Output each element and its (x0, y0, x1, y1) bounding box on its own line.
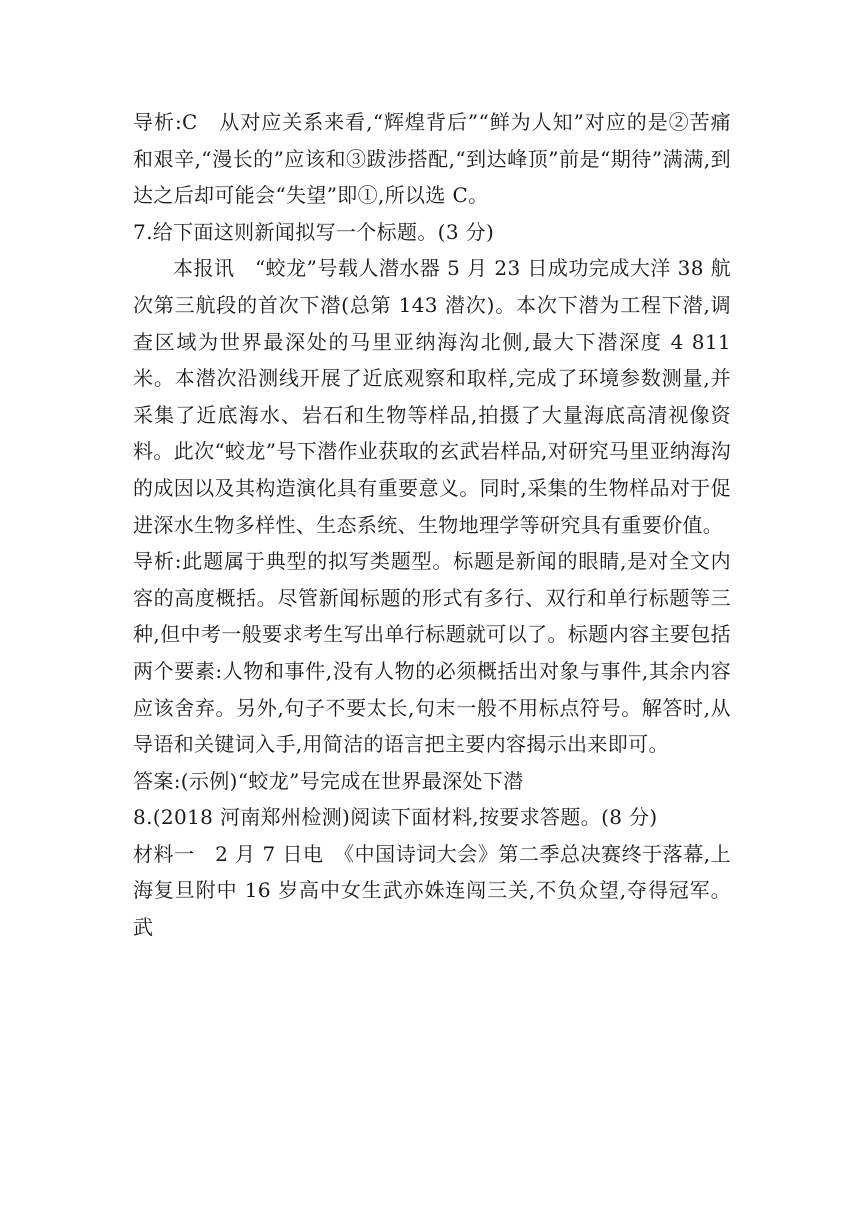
answer-q7: 答案:(示例)“蛟龙”号完成在世界最深处下潜 (133, 768, 524, 793)
question-7: 7.给下面这则新闻拟写一个标题。(3 分) (133, 219, 495, 244)
analysis-q6: 导析:C 从对应关系来看,“辉煌背后”“鲜为人知”对应的是②苦痛和艰辛,“漫长的”应该和③跋涉搭配,“到达峰顶”前是“期待”满满,到达之后却可能会“失望”即①,所以选 C。 (133, 110, 731, 208)
question-8: 8.(2018 河南郑州检测)阅读下面材料,按要求答题。(8 分) (133, 805, 658, 830)
material-1: 材料一 2 月 7 日电 《中国诗词大会》第二季总决赛终于落幕,上海复旦附中 16 岁高中女生武亦姝连闯三关,不负众望,夺得冠军。武 (133, 841, 731, 940)
analysis-q7: 导析:此题属于典型的拟写类题型。标题是新闻的眼睛,是对全文内容的高度概括。尽管新闻标题的形式有多行、双行和单行标题等三种,但中考一般要求考生写出单行标题就可以了。标题内容主要包括两个要素:人物和事件,没有人物的必须概括出对象与事件,其余内容应该舍弃。另外,句子不要太长,句末一般不用标点符号。解答时,从导语和关键词入手,用简洁的语言把主要内容揭示出来即可。 (133, 549, 731, 757)
news-passage: 本报讯 “蛟龙”号载人潜水器 5 月 23 日成功完成大洋 38 航次第三航段的首次下潜(总第 143 潜次)。本次下潜为工程下潜,调查区域为世界最深处的马里亚纳海沟北侧,最大下潜深度 4 811 米。本潜次沿测线开展了近底观察和取样,完成了环境参数测量,并采集了近底海水、岩石和生物等样品,拍摄了大量海底高清视像资料。此次“蛟龙”号下潜作业获取的玄武岩样品,对研究马里亚纳海沟的成因以及其构造演化具有重要意义。同时,采集的生物样品对于促进深水生物多样性、生态系统、生物地理学等研究具有重要价值。 (133, 256, 731, 537)
document-body (133, 104, 731, 946)
